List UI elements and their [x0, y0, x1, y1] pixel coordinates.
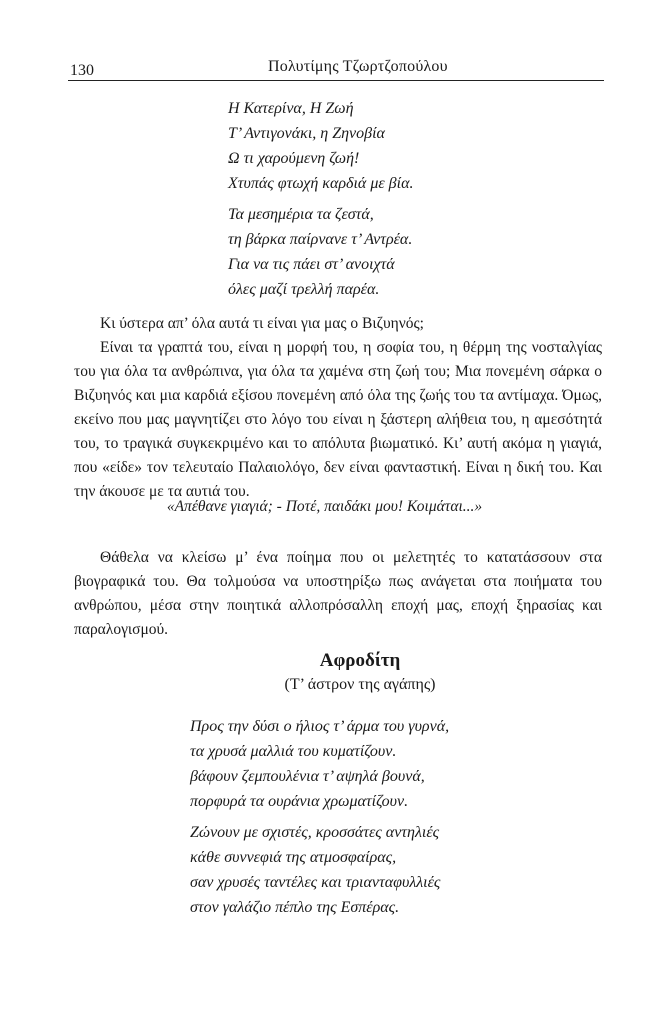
quote-line: «Απέθανε γιαγιά; - Ποτέ, παιδάκι μου! Κοιμάται...» — [166, 498, 483, 515]
body-paragraph-1 — [74, 312, 602, 504]
verse-line: Η Κατερίνα, Η Ζωή — [228, 100, 354, 117]
verse-line: όλες μαζί τρελλή παρέα. — [228, 281, 380, 298]
verse-line: βάφουν ζεμπουλένια τ’ αψηλά βουνά, — [190, 768, 425, 785]
verse-line: κάθε συννεφιά της ατμοσφαίρας, — [190, 849, 397, 866]
verse-line: Χτυπάς φτωχή καρδιά με βία. — [228, 175, 414, 192]
poem-stanza-1 — [190, 714, 449, 814]
paragraph: Θάθελα να κλείσω μ’ ένα ποίημα που οι μελετητές το κατατάσσουν στα βιογραφικά του. Θα τολμούσα να υποστηρίξω πως ανάγεται στα ποιήματα του ανθρώπου, μέσα στην ποιητικά αλλοπρόσαλλη εποχή μας, εποχή ξηρασίας και παραλογισμού. — [74, 549, 602, 638]
verse-line: Τα μεσημέρια τα ζεστά, — [228, 206, 374, 223]
verse-line: Προς την δύσι ο ήλιος τ’ άρμα του γυρνά, — [190, 718, 450, 735]
verse-stanza-2 — [228, 202, 412, 302]
body-paragraph-2 — [74, 546, 602, 642]
poem-title: Αφροδίτη — [319, 650, 401, 671]
poem-stanza-2 — [190, 820, 440, 920]
verse-stanza-1 — [228, 96, 413, 196]
verse-line: τα χρυσά μαλλιά του κυματίζουν. — [190, 743, 397, 760]
page-header — [68, 58, 604, 81]
paragraph: Κι ύστερα απ’ όλα αυτά τι είναι για μας ο Βιζυηνός; — [100, 315, 424, 332]
poem-subtitle: (Τ’ άστρον της αγάπης) — [284, 676, 436, 693]
verse-line: τη βάρκα παίρνανε τ’ Αντρέα. — [228, 231, 413, 248]
verse-line: Για να τις πάει στ’ ανοιχτά — [228, 256, 395, 273]
paragraph: Είναι τα γραπτά του, είναι η μορφή του, η σοφία του, η θέρμη της νοσταλγίας του για όλα τα ανθρώπινα, για όλα τα χαμένα στη ζωή του; Μια πονεμένη σάρκα ο Βιζυηνός και μια καρδιά εξίσου πονεμένη από όλα της ζωής του τα αντίμαχα. Όμως, εκείνο που μας μαγνητίζει στο λόγο του είναι η ξάστερη αλήθεια του, η αμεσότητά του, το τραγικά συγκεκριμένο και το απόλυτα βιωματικό. Κι’ αυτή ακόμα η γιαγιά, που «είδε» τον τελευταίο Παλαιολόγο, δεν είναι φανταστική. Είναι η δική του. Και την άκουσε με τα αυτιά του. — [74, 339, 602, 500]
verse-line: στον γαλάζιο πέπλο της Εσπέρας. — [190, 899, 400, 916]
verse-line: Ζώνουν με σχιστές, κροσσάτες αντηλιές — [190, 824, 440, 841]
verse-line: πορφυρά τα ουράνια χρωματίζουν. — [190, 793, 409, 810]
verse-line: Ω τι χαρούμενη ζωή! — [228, 150, 360, 167]
verse-line: Τ’ Αντιγονάκι, η Ζηνοβία — [228, 125, 385, 142]
running-head: Πολυτίμης Τζωρτζοπούλου — [268, 58, 448, 75]
page-number: 130 — [70, 62, 94, 79]
verse-line: σαν χρυσές ταντέλες και τριανταφυλλιές — [190, 874, 441, 891]
